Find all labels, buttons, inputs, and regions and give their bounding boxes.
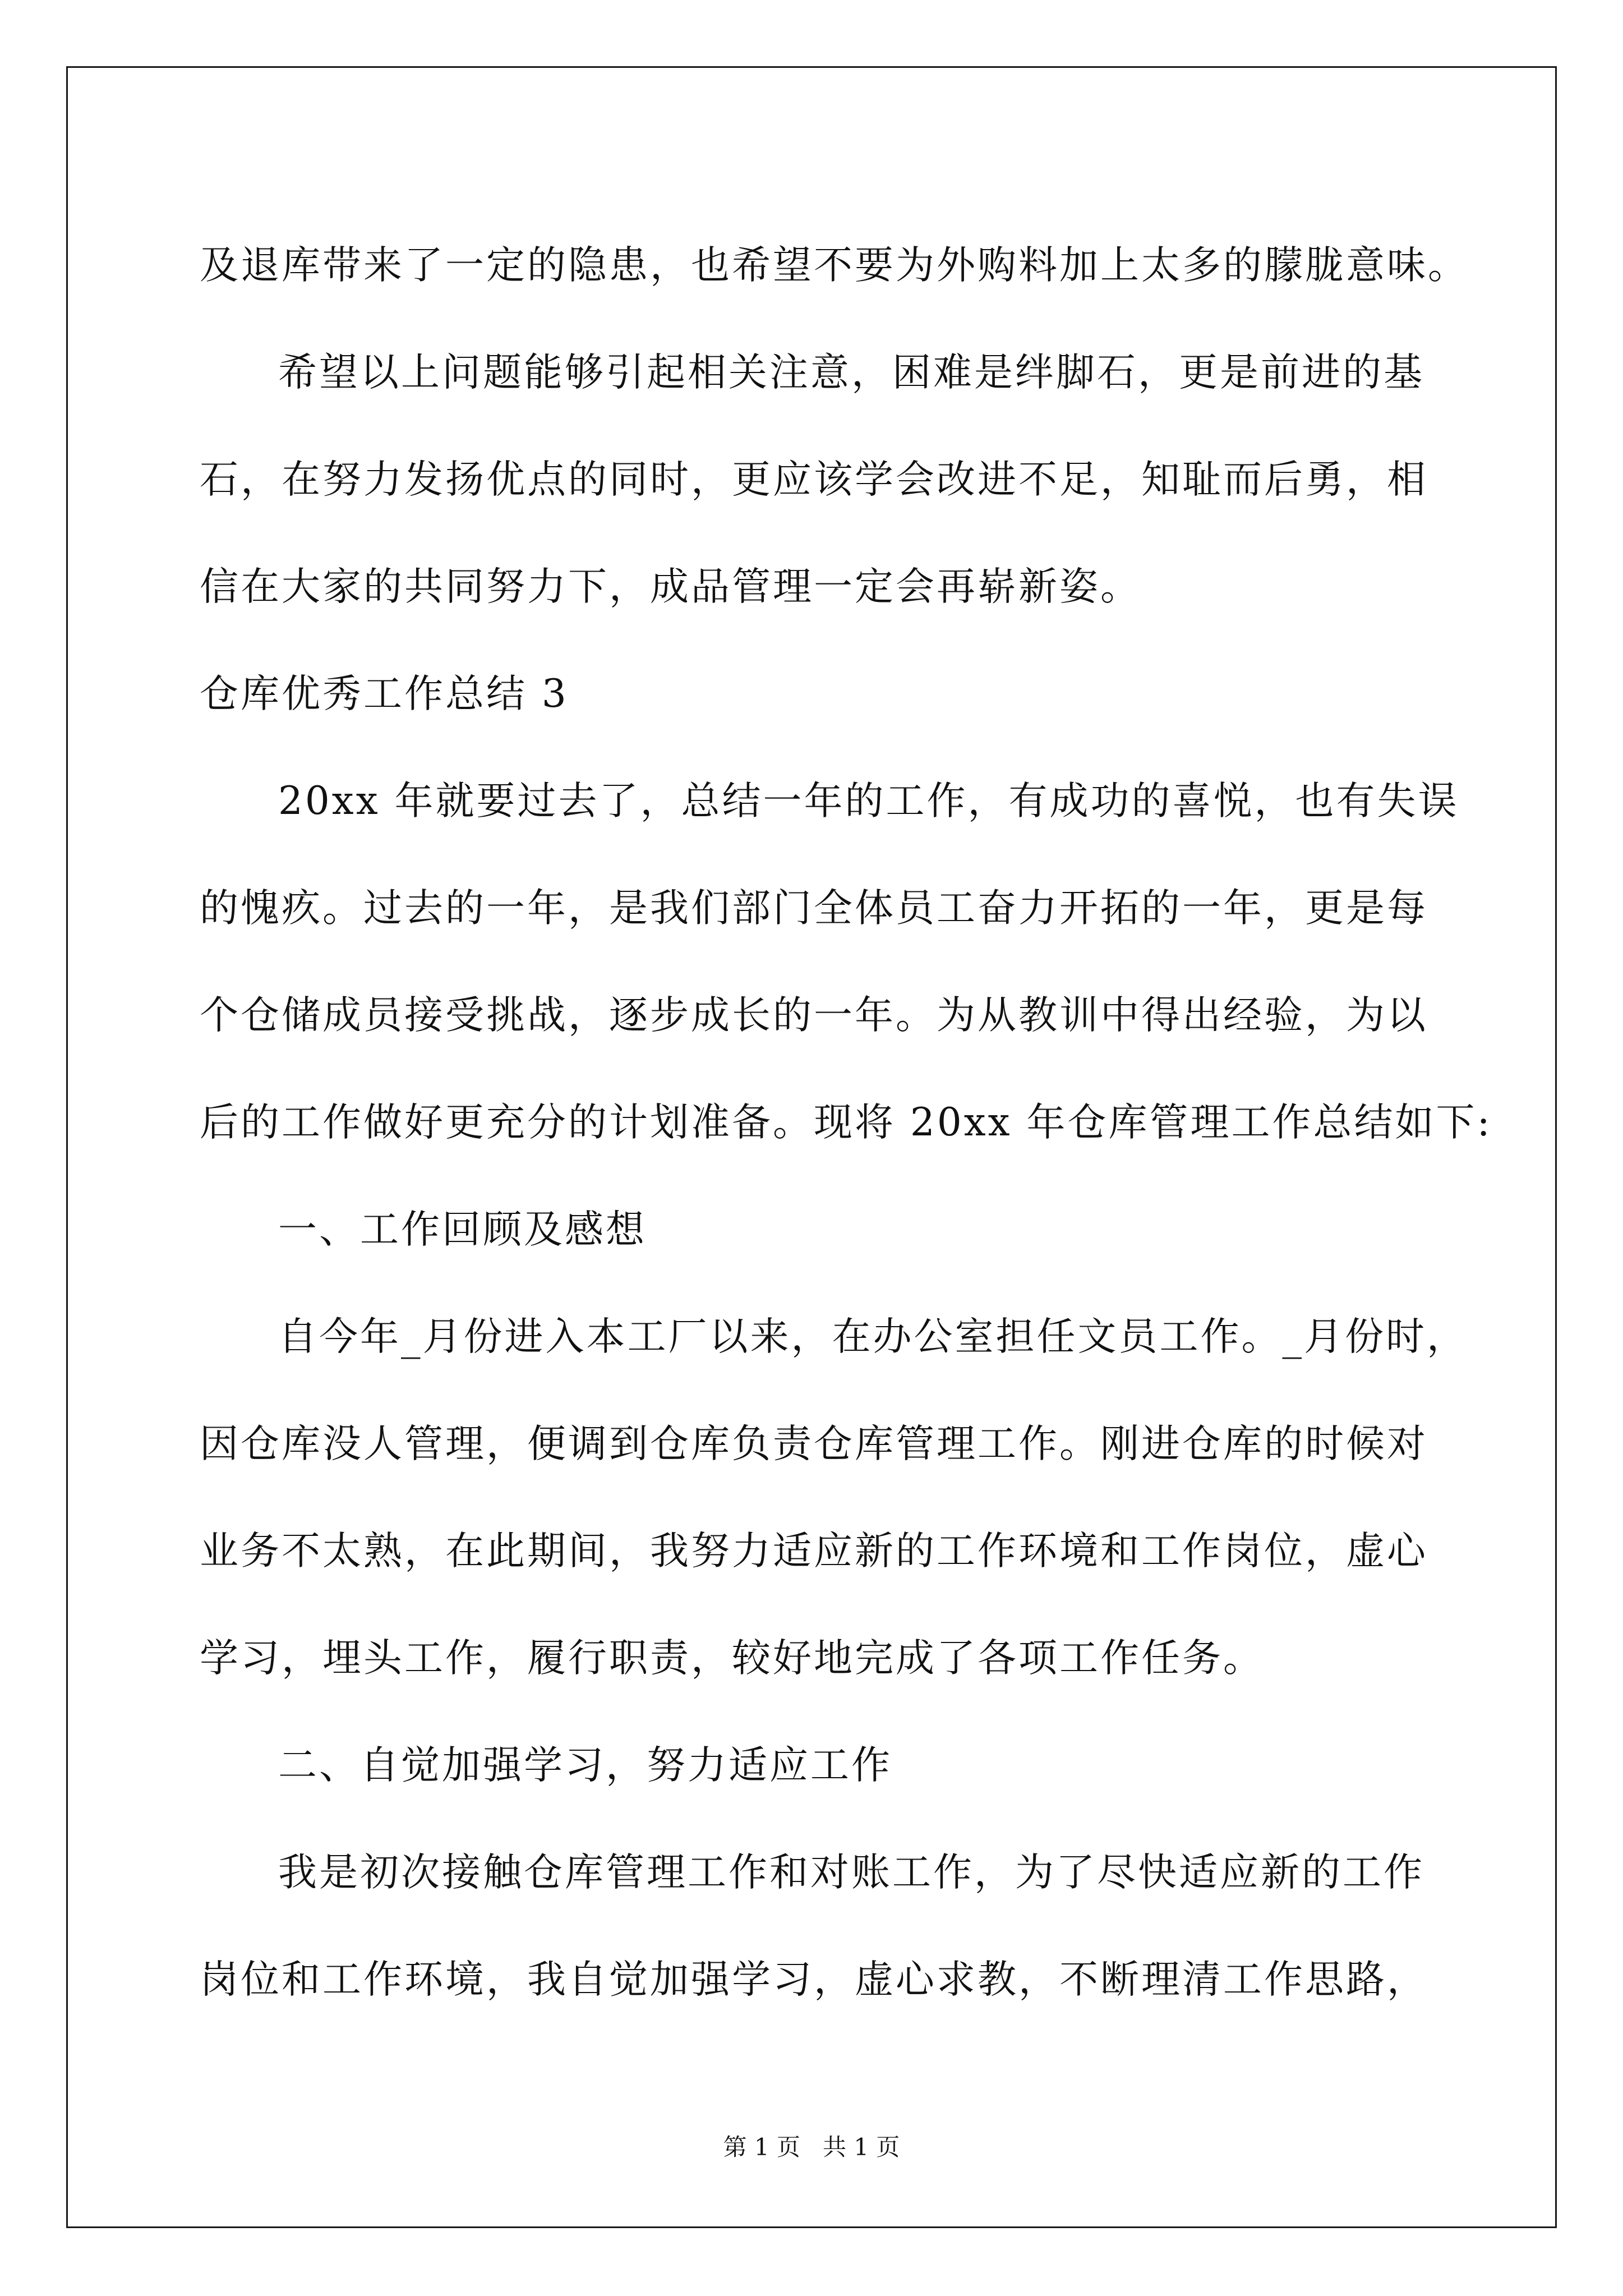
page-total: 共 1 页 <box>823 2133 900 2161</box>
text-line: 个仓储成员接受挑战，逐步成长的一年。为从教训中得出经验，为以 <box>200 993 1428 1038</box>
section-heading: 仓库优秀工作总结 3 <box>200 671 569 716</box>
subheading: 一、工作回顾及感想 <box>278 1207 647 1252</box>
text-line: 信在大家的共同努力下，成品管理一定会再崭新姿。 <box>200 564 1141 609</box>
text-line: 因仓库没人管理，便调到仓库负责仓库管理工作。刚进仓库的时候对 <box>200 1421 1428 1466</box>
text-line: 的愧疚。过去的一年，是我们部门全体员工奋力开拓的一年，更是每 <box>200 886 1428 931</box>
page-number: 第 1 页 <box>723 2133 800 2161</box>
document-body <box>200 212 1492 2033</box>
text-line: 希望以上问题能够引起相关注意，困难是绊脚石，更是前进的基 <box>278 350 1424 395</box>
text-line: 及退库带来了一定的隐患，也希望不要为外购料加上太多的朦胧意味。 <box>200 243 1469 288</box>
text-line: 石，在努力发扬优点的同时，更应该学会改进不足，知耻而后勇，相 <box>200 457 1428 502</box>
text-line: 20xx 年就要过去了，总结一年的工作，有成功的喜悦，也有失误 <box>278 779 1459 823</box>
text-line: 后的工作做好更充分的计划准备。现将 20xx 年仓库管理工作总结如下: <box>200 1100 1492 1145</box>
text-line: 学习，埋头工作，履行职责，较好地完成了各项工作任务。 <box>200 1636 1264 1681</box>
text-line: 岗位和工作环境，我自觉加强学习，虚心求教，不断理清工作思路， <box>200 1957 1428 2002</box>
text-line: 自今年_月份进入本工厂以来，在办公室担任文员工作。_月份时， <box>278 1314 1468 1359</box>
subheading: 二、自觉加强学习，努力适应工作 <box>278 1743 892 1788</box>
text-line: 我是初次接触仓库管理工作和对账工作，为了尽快适应新的工作 <box>278 1850 1424 1895</box>
page-footer <box>0 2129 1623 2162</box>
text-line: 业务不太熟，在此期间，我努力适应新的工作环境和工作岗位，虚心 <box>200 1529 1428 1573</box>
